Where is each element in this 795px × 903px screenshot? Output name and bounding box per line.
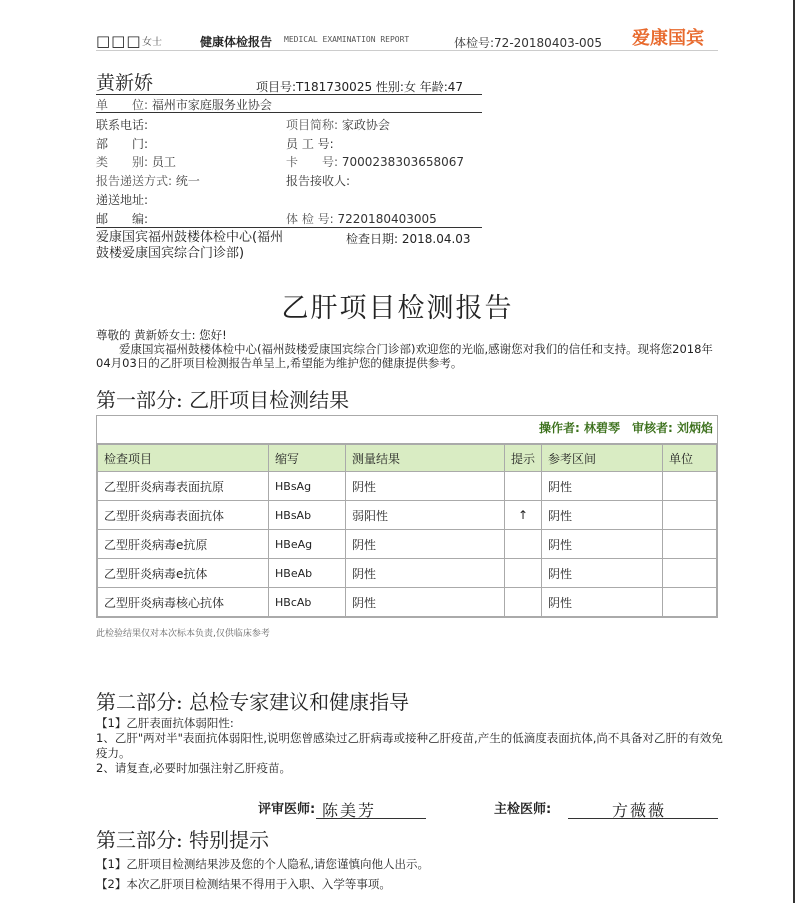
name-placeholder-boxes: □□□ [96, 32, 142, 50]
cell-abbr: HBcAb [269, 588, 346, 617]
table-row [98, 501, 717, 530]
dept-label: 部 门: [96, 137, 149, 151]
receiver-label: 报告接收人: [286, 174, 351, 188]
card-label: 卡 号: [286, 155, 339, 169]
cell-hint [505, 588, 542, 617]
divider [96, 94, 482, 95]
tips-block [96, 854, 429, 894]
advice-item: 2、请复查,必要时加强注射乙肝疫苗。 [96, 761, 291, 775]
project-line: 项目号:T181730025 性别:女 年龄:47 [256, 80, 464, 94]
greeting [96, 328, 726, 370]
cell-unit [663, 501, 717, 530]
table-row [98, 559, 717, 588]
report-title-en: MEDICAL EXAMINATION REPORT [284, 35, 410, 44]
table-header-row [98, 445, 717, 472]
table-row [98, 472, 717, 501]
divider [96, 227, 482, 228]
tip-item: 【2】本次乙肝项目检测结果不得用于入职、入学等事项。 [96, 877, 391, 891]
table-row [98, 588, 717, 617]
reviewer-signature: 陈美芳 [322, 801, 377, 820]
cell-abbr: HBsAb [269, 501, 346, 530]
cell-result: 弱阳性 [346, 501, 505, 530]
cell-hint [505, 472, 542, 501]
category-label: 类 别: [96, 155, 149, 169]
category-value: 员工 [151, 155, 176, 169]
delivery-label: 报告递送方式: [96, 174, 173, 188]
reviewer-label: 评审医师: [258, 802, 316, 817]
col-unit: 单位 [663, 445, 717, 472]
cell-ref: 阴性 [542, 588, 663, 617]
main-title: 乙肝项目检测报告 [281, 293, 514, 324]
cell-abbr: HBeAb [269, 559, 346, 588]
chief-signature: 方薇薇 [612, 801, 667, 820]
cell-abbr: HBsAg [269, 472, 346, 501]
unit-row [96, 96, 272, 113]
advice-heading: 【1】乙肝表面抗体弱阳性: [96, 716, 234, 730]
brand-logo: 爱康国宾 [632, 28, 704, 49]
project-abbr-value: 家政协会 [341, 118, 390, 132]
section1-title: 第一部分: 乙肝项目检测结果 [96, 388, 350, 412]
project-abbr-label: 项目简称: [286, 118, 339, 132]
cell-unit [663, 588, 717, 617]
cell-item: 乙型肝炎病毒e抗体 [98, 559, 269, 588]
unit-label: 单 位: [96, 98, 149, 112]
section3-title: 第三部分: 特别提示 [96, 828, 270, 852]
check-date: 检查日期: 2018.04.03 [346, 232, 471, 246]
tip-item: 【1】乙肝项目检测结果涉及您的个人隐私,请您谨慎向他人出示。 [96, 857, 429, 871]
card-row [286, 153, 464, 170]
cell-item: 乙型肝炎病毒表面抗体 [98, 501, 269, 530]
chief-label: 主检医师: [494, 802, 552, 817]
cell-item: 乙型肝炎病毒核心抗体 [98, 588, 269, 617]
chief-signature-line [568, 818, 718, 819]
cell-hint [505, 530, 542, 559]
cell-result: 阴性 [346, 472, 505, 501]
category-row [96, 153, 176, 170]
cell-ref: 阴性 [542, 559, 663, 588]
results-note: 此检验结果仅对本次标本负责,仅供临床参考 [96, 629, 270, 639]
cell-abbr: HBeAg [269, 530, 346, 559]
table-row [98, 530, 717, 559]
col-abbr: 缩写 [269, 445, 346, 472]
cell-ref: 阴性 [542, 530, 663, 559]
gender-title: 女士 [142, 37, 162, 48]
cell-unit [663, 530, 717, 559]
col-item: 检查项目 [98, 445, 269, 472]
cell-ref: 阴性 [542, 472, 663, 501]
cell-hint: ↑ [505, 501, 542, 530]
delivery-row [96, 172, 200, 189]
advice-item: 1、乙肝"两对半"表面抗体弱阳性,说明您曾感染过乙肝病毒或接种乙肝疫苗,产生的低滴度表面抗体,尚不具备对乙肝的有效免疫力。 [96, 731, 723, 760]
patient-name: 黄新娇 [96, 72, 154, 94]
operators: 操作者: 林碧琴 审核者: 刘炳焰 [97, 416, 717, 444]
cell-unit [663, 559, 717, 588]
postcode-label: 邮 编: [96, 212, 149, 226]
cell-hint [505, 559, 542, 588]
cell-item: 乙型肝炎病毒表面抗原 [98, 472, 269, 501]
card-value: 7000238303658067 [341, 155, 465, 169]
check-no-row [286, 210, 437, 227]
divider [96, 112, 482, 113]
reviewer-signature-line [316, 818, 426, 819]
col-ref: 参考区间 [542, 445, 663, 472]
check-no-label: 体 检 号: [286, 212, 334, 226]
check-no-value: 7220180403005 [337, 212, 437, 226]
report-header [96, 30, 718, 51]
greeting-body: 爱康国宾福州鼓楼体检中心(福州鼓楼爱康国宾综合门诊部)欢迎您的光临,感谢您对我们的信任和支持。现将您2018年04月03日的乙肝项目检测报告单呈上,希望能为维护您的健康提供参考。 [96, 342, 713, 370]
center-name: 爱康国宾福州鼓楼体检中心(福州鼓楼爱康国宾综合门诊部) [96, 230, 284, 261]
greeting-line: 尊敬的 黄新娇女士: 您好! [96, 328, 227, 342]
cell-ref: 阴性 [542, 501, 663, 530]
unit-value: 福州市家庭服务业协会 [151, 98, 272, 112]
cell-unit [663, 472, 717, 501]
col-hint: 提示 [505, 445, 542, 472]
cell-item: 乙型肝炎病毒e抗原 [98, 530, 269, 559]
section2-title: 第二部分: 总检专家建议和健康指导 [96, 690, 410, 714]
cell-result: 阴性 [346, 588, 505, 617]
col-result: 测量结果 [346, 445, 505, 472]
results-table [96, 415, 718, 618]
cell-result: 阴性 [346, 559, 505, 588]
exam-number: 体检号:72-20180403-005 [454, 36, 602, 50]
project-abbr-row [286, 116, 390, 133]
phone-label: 联系电话: [96, 118, 149, 132]
emp-no-label: 员 工 号: [286, 137, 334, 151]
advice-block [96, 716, 726, 776]
address-label: 递送地址: [96, 193, 149, 207]
delivery-value: 统一 [175, 174, 200, 188]
cell-result: 阴性 [346, 530, 505, 559]
report-title-small: 健康体检报告 [200, 35, 273, 49]
